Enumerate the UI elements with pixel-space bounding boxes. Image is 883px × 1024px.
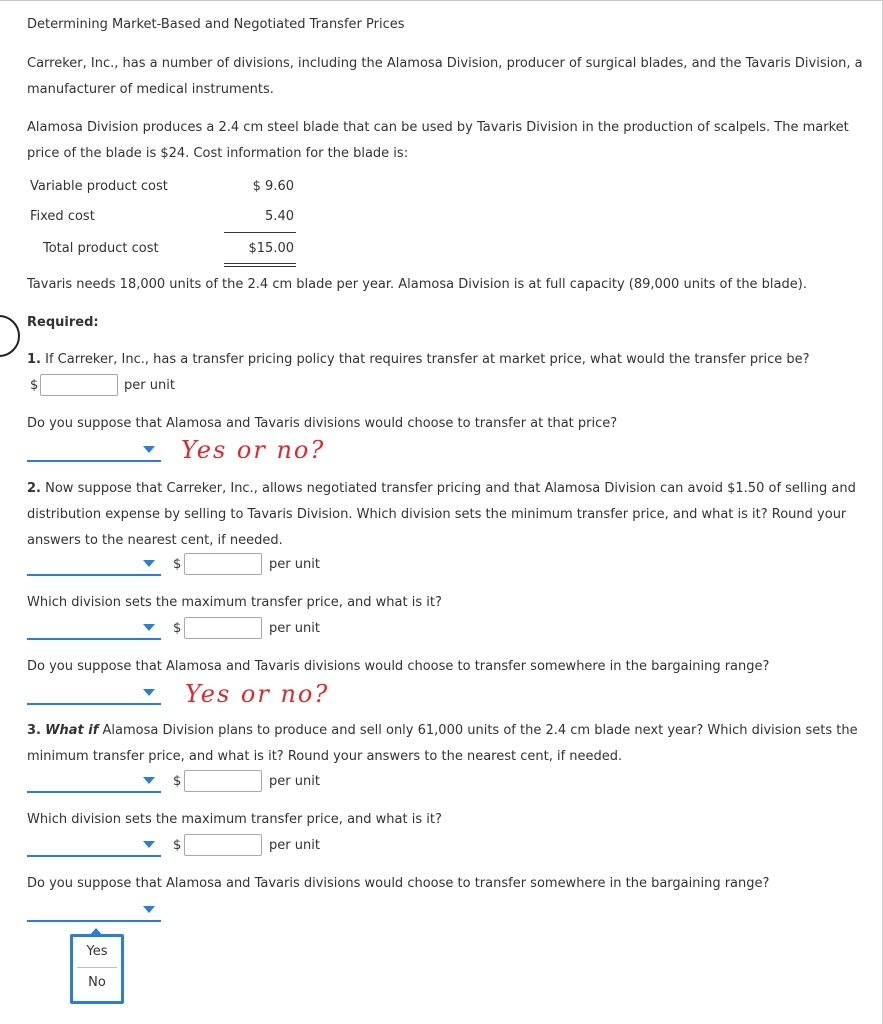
q3-min-unit-label: per unit bbox=[269, 774, 320, 789]
tavaris-needs-text: Tavaris needs 18,000 units of the 2.4 cm blade per year. Alamosa Division is at full capacity (89,000 units of the blade). bbox=[27, 277, 807, 292]
q3-min-price-input[interactable] bbox=[184, 770, 262, 792]
q3-range-dropdown[interactable] bbox=[27, 900, 161, 922]
page-title: Determining Market-Based and Negotiated Transfer Prices bbox=[27, 17, 405, 32]
q2-max-unit-label: per unit bbox=[269, 621, 320, 636]
variable-cost-value: $ 9.60 bbox=[252, 179, 294, 194]
top-border bbox=[0, 0, 883, 1]
chevron-down-icon bbox=[143, 446, 155, 453]
q1-unit-label: per unit bbox=[124, 378, 175, 393]
q1-transfer-price-input[interactable] bbox=[40, 374, 118, 396]
q1-number: 1. bbox=[27, 352, 41, 367]
q3-range-question: Do you suppose that Alamosa and Tavaris divisions would choose to transfer somewhere in the bargaining range? bbox=[27, 876, 770, 891]
dropdown-option-yes[interactable]: Yes bbox=[86, 944, 108, 959]
menu-pointer-icon bbox=[89, 928, 103, 936]
subtotal-rule bbox=[224, 232, 296, 233]
q2-min-division-dropdown[interactable] bbox=[27, 554, 161, 576]
q2-handwritten-note: Yes or no? bbox=[185, 680, 330, 708]
q3-what-if: What if bbox=[45, 723, 99, 738]
q2-max-question: Which division sets the maximum transfer price, and what is it? bbox=[27, 595, 442, 610]
intro-paragraph-2: Alamosa Division produces a 2.4 cm steel blade that can be used by Tavaris Division in the production of scalpels. The market price of the blade is $24. Cost information for the blade is: bbox=[27, 120, 849, 161]
dropdown-option-no[interactable]: No bbox=[88, 975, 106, 990]
q3-question: Alamosa Division plans to produce and sell only 61,000 units of the 2.4 cm blade next year? Which division sets the minimum transfer price, and what is it? Round your answers to the nearest cent, if needed. bbox=[27, 723, 858, 764]
q3-max-unit-label: per unit bbox=[269, 838, 320, 853]
q2-max-currency: $ bbox=[173, 621, 182, 636]
chevron-down-icon bbox=[143, 841, 155, 848]
chevron-down-icon bbox=[143, 689, 155, 696]
q2-max-division-dropdown[interactable] bbox=[27, 618, 161, 640]
fixed-cost-value: 5.40 bbox=[265, 209, 294, 224]
q1-handwritten-note: Yes or no? bbox=[181, 436, 326, 464]
q1-followup-text: Do you suppose that Alamosa and Tavaris divisions would choose to transfer at that price? bbox=[27, 416, 618, 431]
q1-currency: $ bbox=[30, 378, 39, 393]
q3-max-division-dropdown[interactable] bbox=[27, 835, 161, 857]
q2-max-price-input[interactable] bbox=[184, 617, 262, 639]
q2-range-dropdown[interactable] bbox=[27, 683, 161, 705]
q3-number: 3. bbox=[27, 723, 41, 738]
q1-question: If Carreker, Inc., has a transfer pricing policy that requires transfer at market price, what would the transfer price be? bbox=[45, 352, 810, 367]
q3-max-currency: $ bbox=[173, 838, 182, 853]
q1-transfer-dropdown[interactable] bbox=[27, 440, 161, 462]
total-cost-label: Total product cost bbox=[43, 241, 159, 256]
q2-question: Now suppose that Carreker, Inc., allows negotiated transfer pricing and that Alamosa Division can avoid $1.50 of selling and distribution expense by selling to Tavaris Division. Which division sets the minimum transfer price, and what is it? Round your answers to the nearest cent, if needed. bbox=[27, 481, 856, 548]
chevron-down-icon bbox=[143, 906, 155, 913]
intro-paragraph-1: Carreker, Inc., has a number of divisions, including the Alamosa Division, producer of surgical blades, and the Tavaris Division, a manufacturer of medical instruments. bbox=[27, 56, 863, 97]
variable-cost-label: Variable product cost bbox=[30, 179, 168, 194]
q3-min-currency: $ bbox=[173, 774, 182, 789]
required-heading: Required: bbox=[27, 315, 99, 330]
chevron-down-icon bbox=[143, 624, 155, 631]
total-double-rule bbox=[224, 263, 296, 267]
q3-max-price-input[interactable] bbox=[184, 834, 262, 856]
fixed-cost-label: Fixed cost bbox=[30, 209, 95, 224]
dropdown-menu bbox=[70, 934, 124, 1004]
q3-max-question: Which division sets the maximum transfer price, and what is it? bbox=[27, 812, 442, 827]
q2-min-price-input[interactable] bbox=[184, 553, 262, 575]
menu-divider bbox=[77, 967, 117, 968]
q1-text bbox=[27, 352, 810, 367]
q2-min-currency: $ bbox=[173, 557, 182, 572]
q3-min-division-dropdown[interactable] bbox=[27, 771, 161, 793]
chevron-down-icon bbox=[143, 560, 155, 567]
q2-min-unit-label: per unit bbox=[269, 557, 320, 572]
chevron-down-icon bbox=[143, 777, 155, 784]
q2-number: 2. bbox=[27, 481, 41, 496]
total-cost-value: $15.00 bbox=[248, 241, 294, 256]
q2-range-question: Do you suppose that Alamosa and Tavaris divisions would choose to transfer somewhere in the bargaining range? bbox=[27, 659, 770, 674]
q3-text bbox=[27, 718, 867, 770]
q2-text bbox=[27, 476, 867, 554]
step-indicator-icon bbox=[0, 315, 20, 357]
